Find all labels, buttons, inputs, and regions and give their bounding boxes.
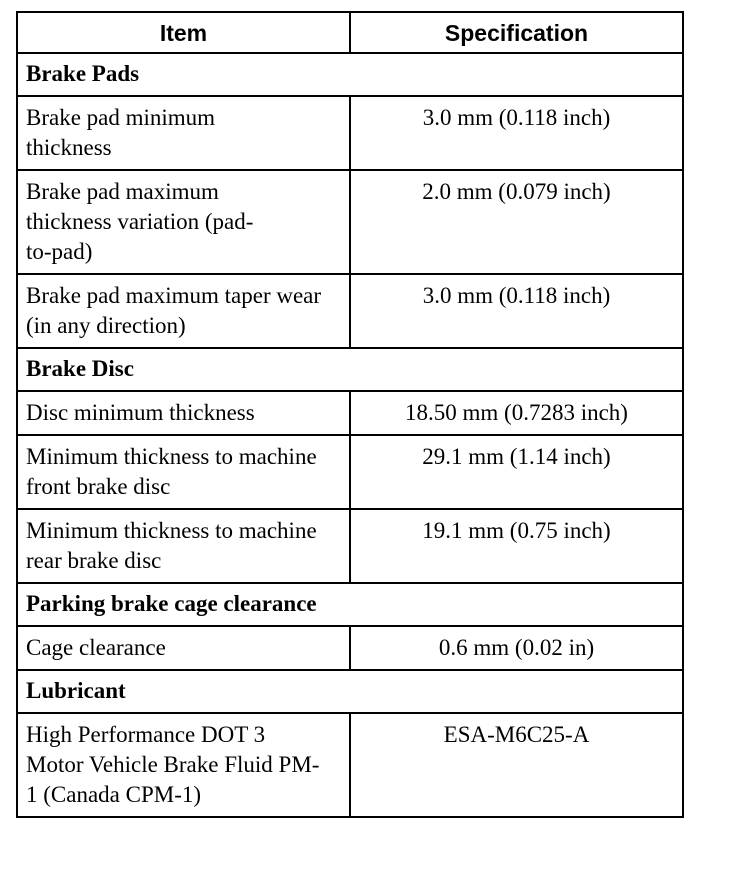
item-cell	[17, 96, 350, 170]
item-cell	[17, 626, 350, 670]
item-text: Disc minimum thickness	[26, 400, 255, 425]
spec-cell: 29.1 mm (1.14 inch)	[350, 435, 683, 509]
section-row	[17, 53, 683, 96]
spec-cell: 18.50 mm (0.7283 inch)	[350, 391, 683, 435]
table-row	[17, 435, 683, 509]
table-row	[17, 274, 683, 348]
item-cell	[17, 274, 350, 348]
item-text: High Performance DOT 3 Motor Vehicle Brake Fluid PM-1 (Canada CPM-1)	[26, 722, 320, 807]
item-text: Brake pad maximum thickness variation (pad-to-pad)	[26, 179, 254, 264]
item-cell	[17, 435, 350, 509]
item-text: Minimum thickness to machine front brake disc	[26, 444, 317, 499]
section-title: Brake Pads	[17, 53, 683, 96]
header-specification: Specification	[350, 12, 683, 53]
item-text: Brake pad minimum thickness	[26, 105, 216, 160]
item-text: Brake pad maximum taper wear (in any direction)	[26, 283, 322, 338]
spec-cell: 3.0 mm (0.118 inch)	[350, 274, 683, 348]
section-title: Lubricant	[17, 670, 683, 713]
item-cell	[17, 713, 350, 817]
specification-table	[16, 11, 684, 818]
table-row	[17, 170, 683, 274]
table-row	[17, 713, 683, 817]
item-cell	[17, 170, 350, 274]
section-row	[17, 670, 683, 713]
item-cell	[17, 509, 350, 583]
spec-cell: ESA-M6C25-A	[350, 713, 683, 817]
section-title: Brake Disc	[17, 348, 683, 391]
spec-cell: 2.0 mm (0.079 inch)	[350, 170, 683, 274]
section-title: Parking brake cage clearance	[17, 583, 683, 626]
item-text: Minimum thickness to machine rear brake disc	[26, 518, 317, 573]
table-row	[17, 391, 683, 435]
item-cell	[17, 391, 350, 435]
spec-cell: 3.0 mm (0.118 inch)	[350, 96, 683, 170]
section-row	[17, 348, 683, 391]
table-row	[17, 509, 683, 583]
section-row	[17, 583, 683, 626]
table-row	[17, 626, 683, 670]
spec-cell: 0.6 mm (0.02 in)	[350, 626, 683, 670]
item-text: Cage clearance	[26, 635, 166, 660]
header-item: Item	[17, 12, 350, 53]
header-row	[17, 12, 683, 53]
spec-cell: 19.1 mm (0.75 inch)	[350, 509, 683, 583]
table-row	[17, 96, 683, 170]
